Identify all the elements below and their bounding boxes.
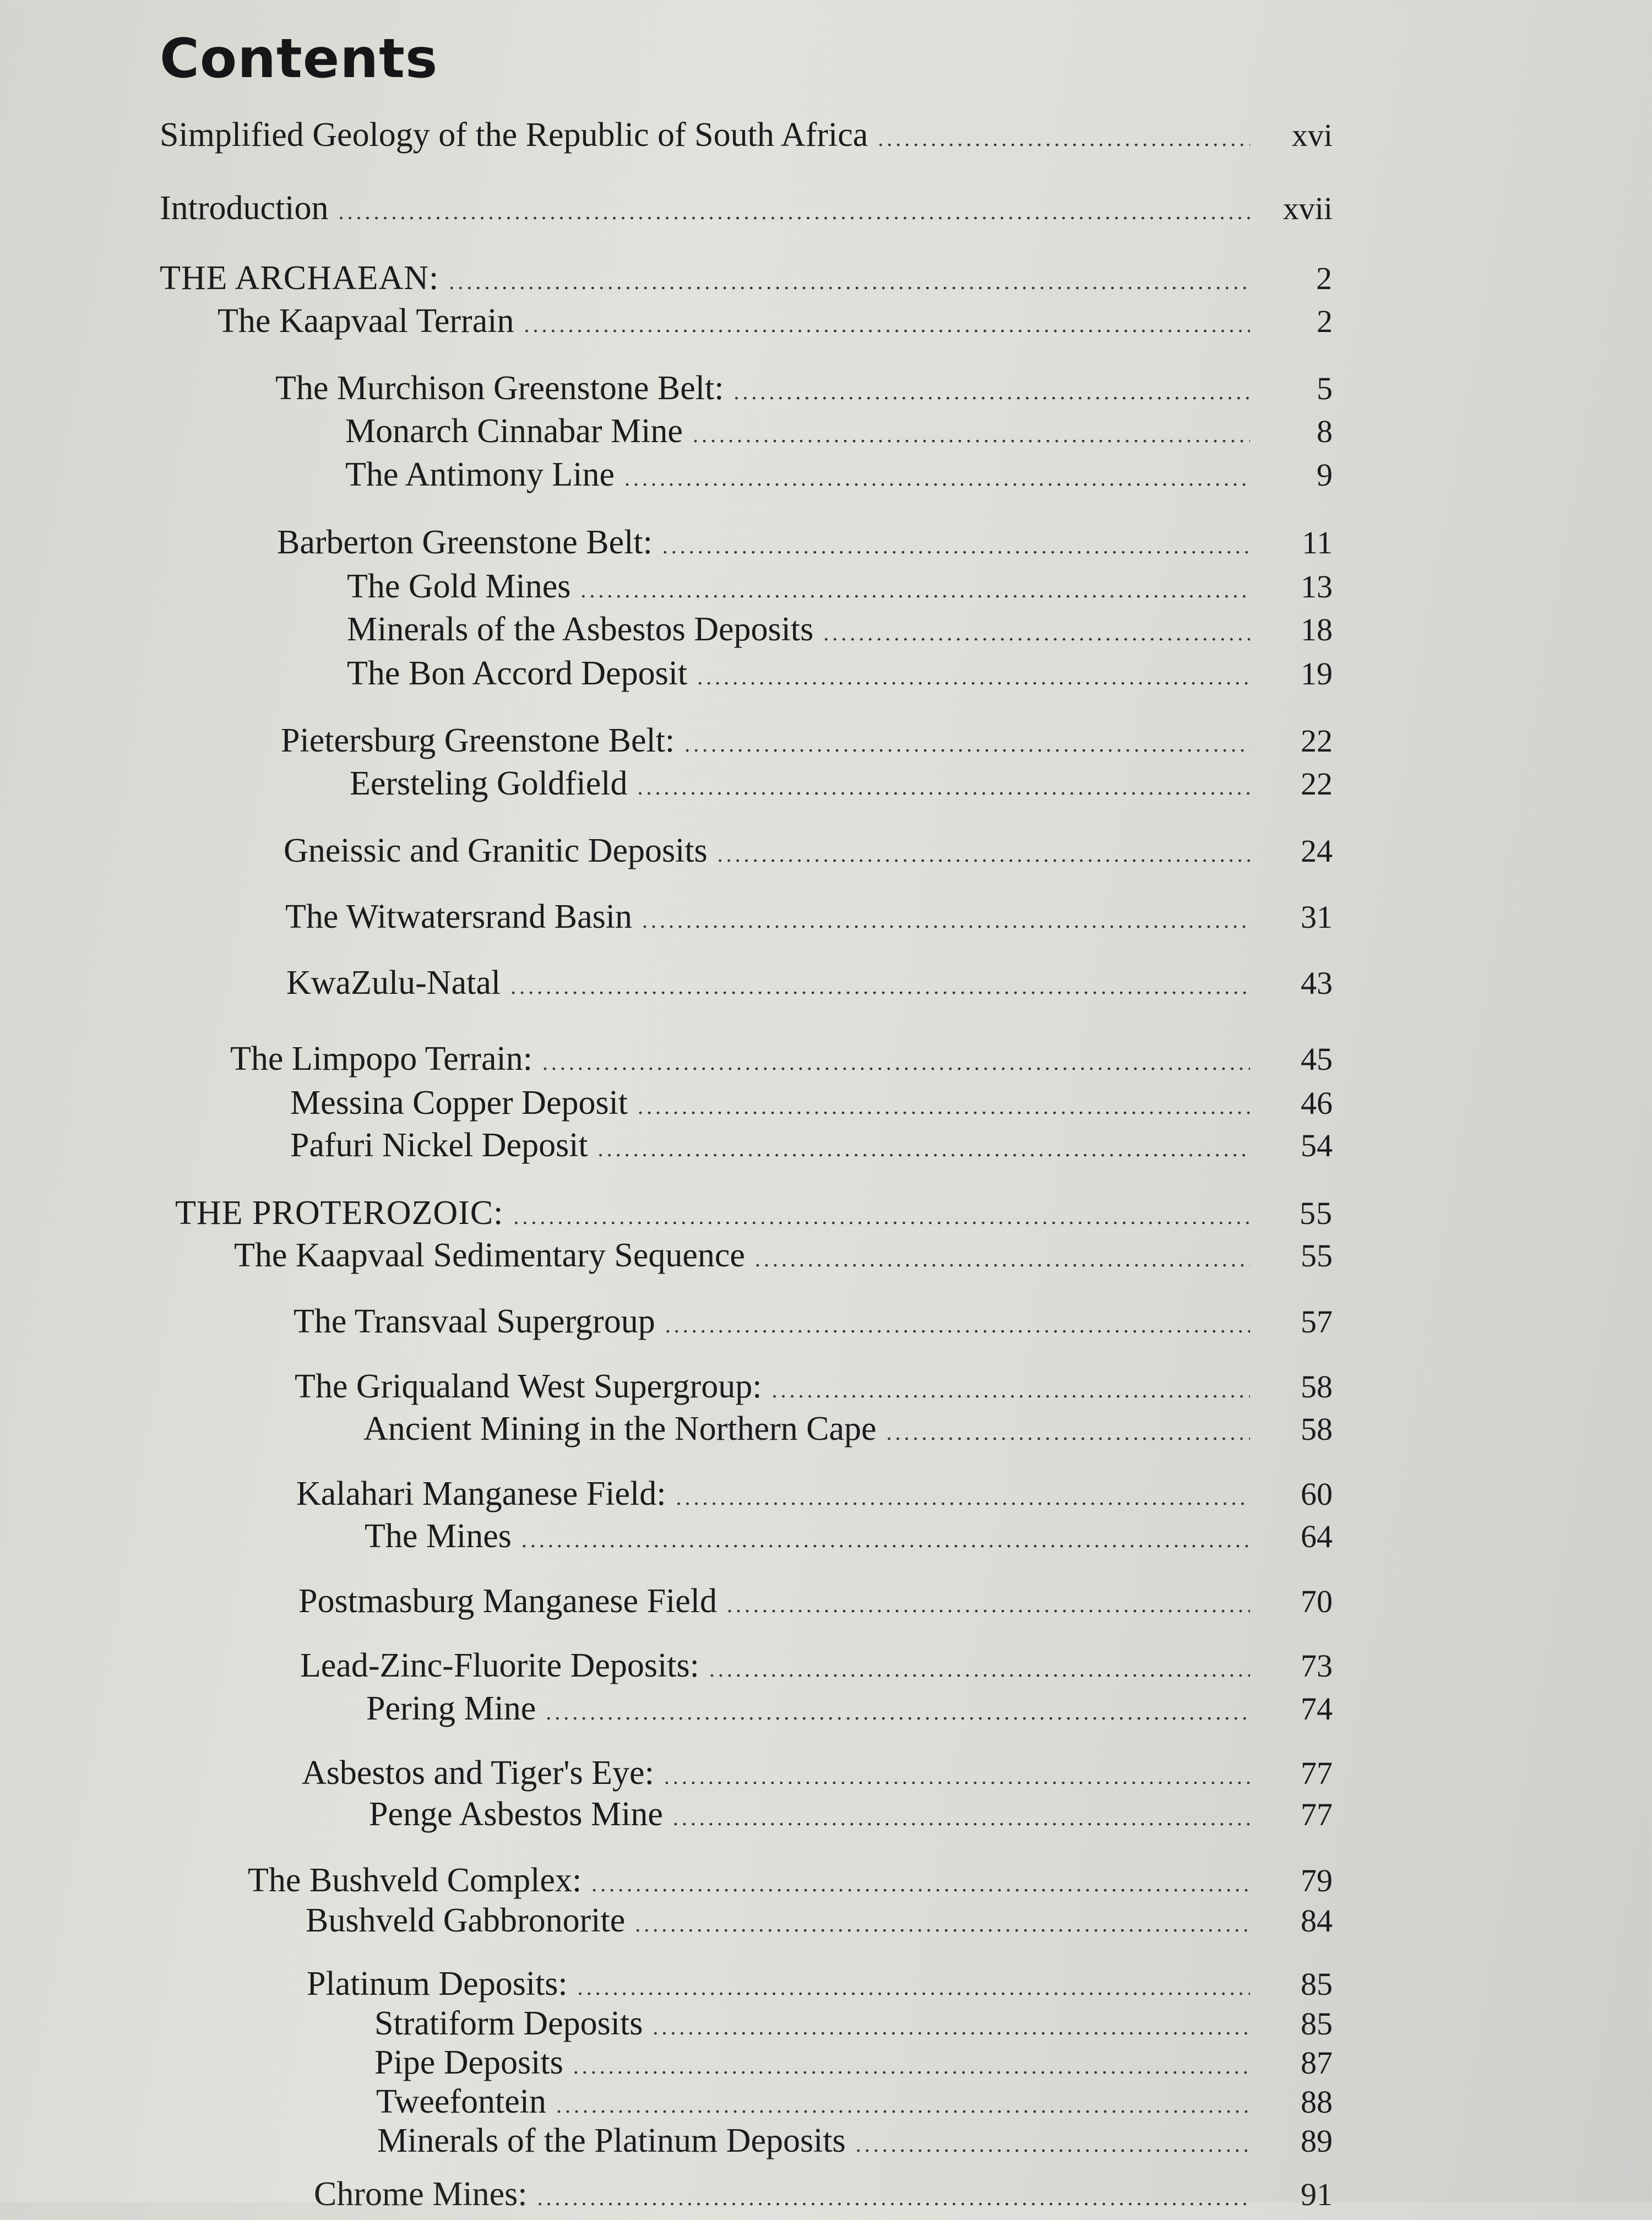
toc-entry-label: Pering Mine bbox=[366, 1690, 536, 1727]
toc-entry-page: 22 bbox=[1301, 723, 1333, 759]
dot-leader bbox=[755, 1237, 1250, 1281]
toc-entry bbox=[306, 1898, 1333, 1946]
toc-entry bbox=[350, 761, 1333, 809]
toc-entry-label: Penge Asbestos Mine bbox=[369, 1795, 663, 1833]
toc-entry-page: 58 bbox=[1301, 1411, 1333, 1447]
toc-entry-page: 55 bbox=[1301, 1238, 1333, 1274]
toc-entry-page: 84 bbox=[1301, 1903, 1333, 1939]
toc-entry-label: The Bushveld Complex: bbox=[248, 1862, 582, 1899]
dot-leader bbox=[580, 568, 1250, 612]
toc-entry-label: The Murchison Greenstone Belt: bbox=[275, 369, 724, 407]
toc-entry-label: Stratiform Deposits bbox=[374, 2005, 643, 2042]
toc-entry bbox=[363, 1407, 1333, 1455]
toc-entry-page: 70 bbox=[1301, 1584, 1333, 1619]
dot-leader bbox=[887, 1411, 1250, 1455]
dot-leader bbox=[856, 2123, 1250, 2167]
toc-entry-page: xvi bbox=[1291, 117, 1333, 153]
toc-entry-label: Asbestos and Tiger's Eye: bbox=[302, 1754, 654, 1792]
toc-entry-page: 54 bbox=[1301, 1128, 1333, 1163]
toc-entry-label: Ancient Mining in the Northern Cape bbox=[363, 1410, 877, 1448]
toc-entry-label: Bushveld Gabbronorite bbox=[306, 1902, 626, 1939]
toc-entry bbox=[345, 453, 1333, 500]
toc-entry-label: Postmasburg Manganese Field bbox=[298, 1582, 718, 1620]
toc-entry-page: 45 bbox=[1301, 1041, 1333, 1077]
dot-leader bbox=[718, 833, 1250, 877]
toc-entry bbox=[160, 256, 1333, 304]
toc-entry-label: Pafuri Nickel Deposit bbox=[290, 1127, 588, 1164]
dot-leader bbox=[673, 1796, 1250, 1840]
toc-entry-label: The Gold Mines bbox=[347, 568, 571, 605]
toc-entry-page: 79 bbox=[1301, 1863, 1333, 1898]
toc-entry bbox=[275, 366, 1333, 414]
toc-entry-label: The Witwatersrand Basin bbox=[285, 898, 632, 935]
toc-entry-page: 43 bbox=[1301, 965, 1333, 1001]
toc-entry-page: 5 bbox=[1317, 371, 1333, 406]
toc-entry bbox=[347, 651, 1333, 699]
toc-entry-label: The Kaapvaal Terrain bbox=[218, 302, 514, 340]
toc-entry bbox=[230, 1037, 1333, 1085]
toc-entry-page: 60 bbox=[1301, 1476, 1333, 1512]
toc-entry-label: Monarch Cinnabar Mine bbox=[345, 412, 683, 450]
toc-entry bbox=[369, 1792, 1333, 1840]
toc-entry-label: THE ARCHAEAN: bbox=[160, 259, 439, 297]
toc-entry-label: The Antimony Line bbox=[345, 456, 615, 493]
toc-entry bbox=[314, 2172, 1333, 2220]
dot-leader bbox=[524, 303, 1250, 347]
toc-entry-label: Platinum Deposits: bbox=[307, 1965, 568, 2003]
dot-leader bbox=[727, 1583, 1250, 1627]
dot-leader bbox=[676, 1476, 1250, 1520]
toc-entry-page: 31 bbox=[1301, 899, 1333, 935]
dot-leader bbox=[624, 456, 1250, 500]
dot-leader bbox=[537, 2176, 1250, 2220]
toc-entry bbox=[347, 564, 1333, 612]
toc-entry bbox=[298, 1579, 1333, 1627]
dot-leader bbox=[662, 524, 1250, 568]
toc-entry-page: 77 bbox=[1301, 1755, 1333, 1791]
toc-entry-page: 24 bbox=[1301, 833, 1333, 869]
toc-entry bbox=[281, 719, 1333, 766]
toc-entry bbox=[347, 607, 1333, 655]
toc-entry bbox=[218, 299, 1333, 347]
dot-leader bbox=[642, 899, 1250, 943]
page-title: Contents bbox=[160, 28, 438, 90]
toc-entry bbox=[365, 1514, 1333, 1562]
toc-entry bbox=[290, 1081, 1333, 1129]
toc-entry bbox=[160, 113, 1333, 161]
toc-entry bbox=[284, 829, 1333, 877]
toc-entry-page: 9 bbox=[1317, 457, 1333, 493]
toc-entry-label: The Kaapvaal Sedimentary Sequence bbox=[234, 1237, 745, 1274]
toc-entry bbox=[285, 895, 1333, 943]
toc-entry-label: Lead-Zinc-Fluorite Deposits: bbox=[300, 1647, 699, 1684]
dot-leader bbox=[684, 722, 1250, 766]
dot-leader bbox=[546, 1690, 1250, 1734]
dot-leader bbox=[521, 1518, 1250, 1562]
toc-entry-page: 74 bbox=[1301, 1691, 1333, 1727]
toc-entry bbox=[296, 1472, 1333, 1520]
dot-leader bbox=[513, 1195, 1250, 1239]
toc-entry-page: 91 bbox=[1301, 2177, 1333, 2212]
dot-leader bbox=[510, 965, 1250, 1009]
dot-leader bbox=[637, 765, 1250, 809]
toc-entry-label: Barberton Greenstone Belt: bbox=[277, 524, 653, 561]
toc-entry bbox=[366, 1686, 1333, 1734]
toc-entry-page: 11 bbox=[1302, 525, 1333, 561]
toc-entry-page: 2 bbox=[1316, 260, 1333, 296]
toc-entry-label: Pietersburg Greenstone Belt: bbox=[281, 722, 675, 759]
dot-leader bbox=[772, 1368, 1250, 1412]
dot-leader bbox=[693, 413, 1250, 457]
toc-entry bbox=[345, 409, 1333, 457]
dot-leader bbox=[449, 260, 1250, 304]
toc-entry bbox=[377, 2119, 1333, 2167]
dot-leader bbox=[878, 117, 1250, 161]
toc-entry-label: Tweefontein bbox=[376, 2083, 546, 2120]
toc-entry-page: 2 bbox=[1317, 303, 1333, 339]
toc-entry-page: 89 bbox=[1301, 2123, 1333, 2159]
toc-entry-page: 88 bbox=[1301, 2084, 1333, 2120]
toc-entry-page: 8 bbox=[1317, 413, 1333, 449]
dot-leader bbox=[339, 190, 1251, 234]
toc-entry bbox=[290, 1123, 1333, 1171]
toc-entry-page: 55 bbox=[1300, 1195, 1333, 1231]
toc-entry-label: Eersteling Goldfield bbox=[350, 765, 628, 802]
toc-entry-label: Chrome Mines: bbox=[314, 2175, 528, 2213]
toc-entry-label: The Mines bbox=[365, 1517, 512, 1555]
dot-leader bbox=[709, 1647, 1250, 1691]
toc-entry-page: 85 bbox=[1301, 2006, 1333, 2042]
toc-entry-label: Simplified Geology of the Republic of South Africa bbox=[160, 116, 868, 154]
toc-entry-page: 13 bbox=[1301, 569, 1333, 605]
toc-entry-page: 64 bbox=[1301, 1519, 1333, 1554]
toc-entry-page: 85 bbox=[1301, 1966, 1333, 2002]
dot-leader bbox=[665, 1303, 1250, 1347]
toc-entry-page: 46 bbox=[1301, 1085, 1333, 1121]
toc-entry-label: Messina Copper Deposit bbox=[290, 1084, 628, 1122]
toc-entry-page: 77 bbox=[1301, 1797, 1333, 1832]
toc-entry bbox=[294, 1299, 1333, 1347]
toc-entry-label: Kalahari Manganese Field: bbox=[296, 1475, 666, 1512]
toc-entry bbox=[175, 1191, 1333, 1239]
toc-entry-label: THE PROTEROZOIC: bbox=[175, 1194, 504, 1232]
toc-entry-label: Pipe Deposits bbox=[374, 2044, 563, 2081]
toc-entry bbox=[277, 520, 1333, 568]
toc-entry bbox=[300, 1644, 1333, 1691]
dot-leader bbox=[542, 1041, 1250, 1085]
toc-entry-label: Minerals of the Asbestos Deposits bbox=[347, 611, 814, 648]
dot-leader bbox=[598, 1127, 1250, 1171]
toc-entry-page: 58 bbox=[1301, 1369, 1333, 1405]
toc-entry-page: 73 bbox=[1301, 1648, 1333, 1684]
dot-leader bbox=[733, 370, 1250, 414]
toc-entry-label: Minerals of the Platinum Deposits bbox=[377, 2122, 846, 2159]
toc-entry-label: The Bon Accord Deposit bbox=[347, 655, 688, 692]
toc-entry-page: 18 bbox=[1301, 612, 1333, 648]
toc-entry-label: The Limpopo Terrain: bbox=[230, 1040, 532, 1078]
dot-leader bbox=[823, 611, 1250, 655]
toc-entry-label: The Transvaal Supergroup bbox=[294, 1303, 655, 1340]
toc-entry-label: Introduction bbox=[160, 189, 329, 227]
toc-entry bbox=[295, 1364, 1333, 1412]
toc-entry-page: 87 bbox=[1301, 2045, 1333, 2081]
toc-entry-page: 57 bbox=[1301, 1304, 1333, 1340]
toc-entry-page: 19 bbox=[1301, 656, 1333, 692]
toc-entry-page: 22 bbox=[1301, 766, 1333, 802]
toc-entry-label: Gneissic and Granitic Deposits bbox=[284, 832, 708, 869]
toc-entry-page: xvii bbox=[1283, 191, 1333, 226]
dot-leader bbox=[638, 1085, 1250, 1129]
dot-leader bbox=[697, 655, 1250, 699]
toc-entry bbox=[234, 1233, 1333, 1281]
toc-entry bbox=[286, 961, 1333, 1009]
toc-entry bbox=[302, 1751, 1333, 1799]
toc-entry-label: KwaZulu-Natal bbox=[286, 964, 501, 1002]
dot-leader bbox=[635, 1902, 1250, 1946]
toc-entry-label: The Griqualand West Supergroup: bbox=[295, 1368, 762, 1405]
toc-entry bbox=[160, 186, 1333, 234]
